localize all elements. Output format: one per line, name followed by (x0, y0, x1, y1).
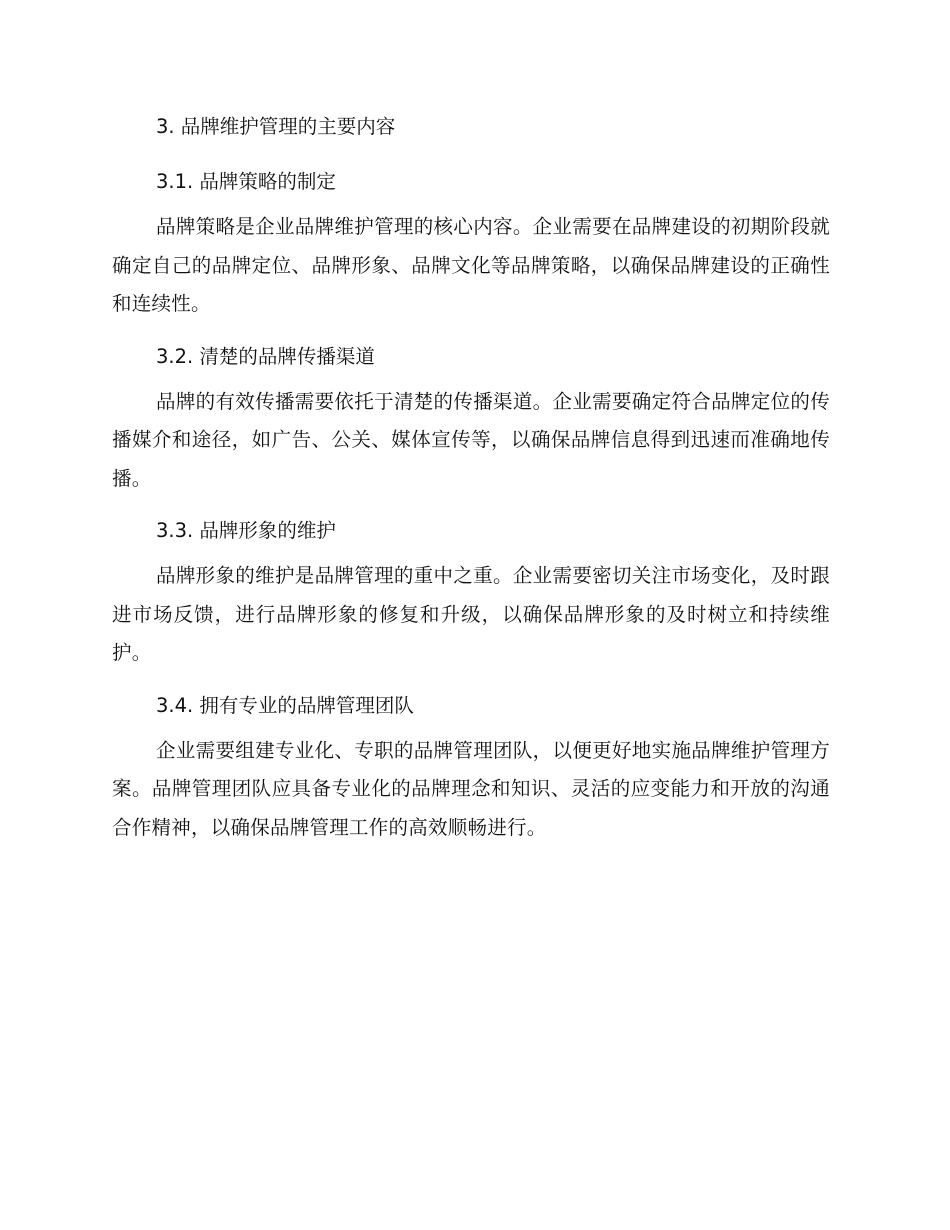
subsection-body-3-4: 企业需要组建专业化、专职的品牌管理团队，以便更好地实施品牌维护管理方案。品牌管理团队应具备专业化的品牌理念和知识、灵活的应变能力和开放的沟通合作精神，以确保品牌管理工作的高效顺畅进行。 (112, 738, 830, 839)
subsection-title-3-4: 3.4. 拥有专业的品牌管理团队 (156, 693, 414, 717)
subsection-title-3-1: 3.1. 品牌策略的制定 (156, 170, 336, 193)
subsection-body-3-1: 品牌策略是企业品牌维护管理的核心内容。企业需要在品牌建设的初期阶段就确定自己的品牌定位、品牌形象、品牌文化等品牌策略，以确保品牌建设的正确性和连续性。 (112, 215, 830, 315)
subsection-title-3-3: 3.3. 品牌形象的维护 (156, 519, 336, 542)
subsection-title-3-2: 3.2. 清楚的品牌传播渠道 (156, 344, 375, 368)
subsection-body-3-3: 品牌形象的维护是品牌管理的重中之重。企业需要密切关注市场变化，及时跟进市场反馈，进行品牌形象的修复和升级，以确保品牌形象的及时树立和持续维护。 (112, 564, 830, 664)
subsection-body-3-2: 品牌的有效传播需要依托于清楚的传播渠道。企业需要确定符合品牌定位的传播媒介和途径，如广告、公关、媒体宣传等，以确保品牌信息得到迅速而准确地传播。 (112, 389, 830, 490)
document-content (112, 113, 830, 866)
section-title: 3. 品牌维护管理的主要内容 (156, 115, 396, 138)
